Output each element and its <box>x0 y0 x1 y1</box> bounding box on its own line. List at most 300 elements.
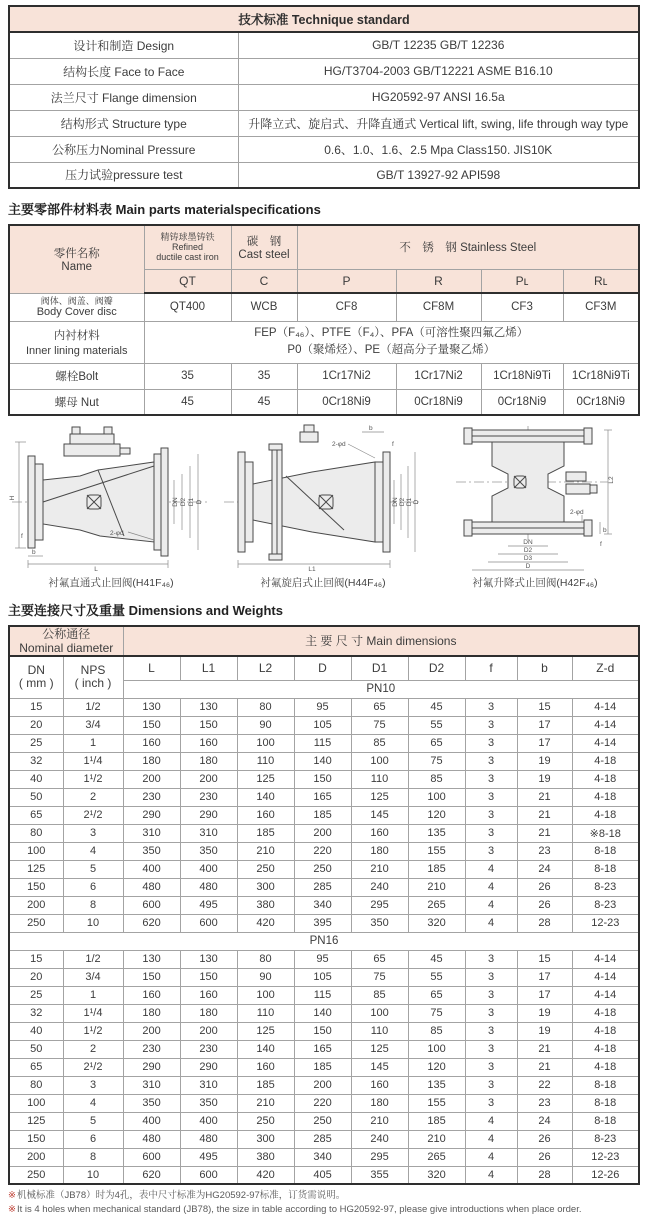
cell: 160 <box>123 986 180 1004</box>
technique-standard-rows <box>9 32 639 188</box>
cell: 15 <box>9 950 63 968</box>
cell: 125 <box>237 770 294 788</box>
cell: 110 <box>237 752 294 770</box>
table-row <box>9 389 639 415</box>
cell: 2¹/2 <box>63 806 123 824</box>
cell-lining-materials: FEP（F₄₆）、PTFE（F₄）、PFA（可溶性聚四氟乙烯） P0（聚烯烃）、PE（超高分子量聚乙烯） <box>144 321 639 363</box>
cell: 160 <box>180 986 237 1004</box>
col-header-nominal-diameter: 公称通径 Nominal diameter <box>9 626 123 656</box>
cell: 1/2 <box>63 950 123 968</box>
subcol-r: R <box>396 269 481 293</box>
pn10-rows <box>9 698 639 932</box>
cell: 1/2 <box>63 698 123 716</box>
drawing-caption: 衬氟升降式止回阀(H42F₄₆) <box>472 577 598 589</box>
cell: 50 <box>9 788 63 806</box>
dim-label: f <box>392 441 394 448</box>
subcol-p: P <box>297 269 396 293</box>
cell: 320 <box>408 1166 465 1184</box>
table-row <box>9 788 639 806</box>
cell: 1Cr18Ni9Ti <box>563 363 639 389</box>
cell: 5 <box>63 860 123 878</box>
cell: 24 <box>517 1112 572 1130</box>
cell: 180 <box>351 1094 408 1112</box>
cell: 110 <box>351 1022 408 1040</box>
table-row <box>9 986 639 1004</box>
cell: 85 <box>408 1022 465 1040</box>
cell: 250 <box>237 1112 294 1130</box>
cell: 180 <box>180 1004 237 1022</box>
cell: 4-14 <box>572 698 639 716</box>
cell: 21 <box>517 806 572 824</box>
col-header-l2: L2 <box>237 656 294 680</box>
cell: 210 <box>237 1094 294 1112</box>
cell: 620 <box>123 1166 180 1184</box>
cell: 10 <box>63 1166 123 1184</box>
cell: 3 <box>465 1040 517 1058</box>
cell: 26 <box>517 1130 572 1148</box>
cell: HG/T3704-2003 GB/T12221 ASME B16.10 <box>238 58 639 84</box>
cell: 210 <box>237 842 294 860</box>
cell: 2 <box>63 1040 123 1058</box>
cell: 3 <box>465 968 517 986</box>
cell: 8-18 <box>572 842 639 860</box>
cell: 20 <box>9 968 63 986</box>
cell: 495 <box>180 1148 237 1166</box>
dim-label: 2-φd <box>570 509 584 516</box>
cell: 300 <box>237 1130 294 1148</box>
cell: 350 <box>180 842 237 860</box>
cell: CF3 <box>481 293 563 321</box>
table-row <box>9 878 639 896</box>
cell: 1Cr18Ni9Ti <box>481 363 563 389</box>
cell: HG20592-97 ANSI 16.5a <box>238 84 639 110</box>
cell: 125 <box>351 788 408 806</box>
footnote-zh: ※机械标准（JB78）时为4孔，表中尺寸标准为HG20592-97标准，订货需说明。 <box>8 1190 346 1201</box>
dim-label: L2 <box>608 476 615 484</box>
cell: 4 <box>465 860 517 878</box>
subcol-pl: Pʟ <box>481 269 563 293</box>
cell: 4-18 <box>572 1058 639 1076</box>
cell: CF3M <box>563 293 639 321</box>
cell: 21 <box>517 1058 572 1076</box>
cell: 4 <box>63 842 123 860</box>
cell: 17 <box>517 986 572 1004</box>
cell: 3 <box>465 842 517 860</box>
row-header-body: 阀体、阀盖、阀瓣 Body Cover disc <box>9 293 144 321</box>
cell: 350 <box>123 1094 180 1112</box>
cell: 75 <box>408 1004 465 1022</box>
cell: 0Cr18Ni9 <box>563 389 639 415</box>
cell: 290 <box>180 1058 237 1076</box>
cell: 6 <box>63 878 123 896</box>
cell: 3 <box>465 734 517 752</box>
cell: 210 <box>351 860 408 878</box>
cell: 4 <box>465 878 517 896</box>
cell: GB/T 12235 GB/T 12236 <box>238 32 639 58</box>
cell: 290 <box>123 1058 180 1076</box>
dim-label: b <box>32 549 36 556</box>
cell: 26 <box>517 878 572 896</box>
cell: 0Cr18Ni9 <box>396 389 481 415</box>
cell: 295 <box>351 1148 408 1166</box>
cell: CF8 <box>297 293 396 321</box>
cell: 设计和制造 Design <box>9 32 238 58</box>
cell: CF8M <box>396 293 481 321</box>
dim-label: DN <box>523 539 533 546</box>
cell: 85 <box>351 734 408 752</box>
cell: 265 <box>408 1148 465 1166</box>
cell: 200 <box>9 1148 63 1166</box>
cell: 310 <box>123 824 180 842</box>
pn16-rows <box>9 950 639 1184</box>
cell: 3 <box>465 986 517 1004</box>
cell: 3 <box>465 752 517 770</box>
technique-standard-title: 技术标准 Technique standard <box>9 6 639 32</box>
cell: 3/4 <box>63 968 123 986</box>
cell: 130 <box>180 698 237 716</box>
cell: 4-14 <box>572 950 639 968</box>
cell: 250 <box>294 1112 351 1130</box>
cell: 285 <box>294 1130 351 1148</box>
cell: 4 <box>465 1148 517 1166</box>
cell: 80 <box>237 950 294 968</box>
table-row <box>9 1022 639 1040</box>
cell: 4-18 <box>572 788 639 806</box>
cell: 65 <box>9 806 63 824</box>
table-row <box>9 1076 639 1094</box>
cell: 145 <box>351 1058 408 1076</box>
cell: 32 <box>9 752 63 770</box>
cell: 80 <box>9 1076 63 1094</box>
cell: 200 <box>180 1022 237 1040</box>
cell: 230 <box>123 1040 180 1058</box>
valve-drawing-swing <box>220 422 426 572</box>
cell: 100 <box>408 1040 465 1058</box>
cell: 125 <box>351 1040 408 1058</box>
cell: 结构长度 Face to Face <box>9 58 238 84</box>
dim-label: D2 <box>523 547 533 554</box>
cell: 5 <box>63 1112 123 1130</box>
table-row <box>9 1004 639 1022</box>
table-row <box>9 1040 639 1058</box>
cell: 155 <box>408 842 465 860</box>
cell: 400 <box>180 1112 237 1130</box>
cell: 125 <box>237 1022 294 1040</box>
dim-label: D2 <box>399 497 406 507</box>
cell: 4-18 <box>572 1040 639 1058</box>
cell: 165 <box>294 788 351 806</box>
table-row <box>9 770 639 788</box>
cell: 8-23 <box>572 896 639 914</box>
cell: 95 <box>294 698 351 716</box>
cell: 75 <box>408 752 465 770</box>
table-row <box>9 84 639 110</box>
cell: 80 <box>237 698 294 716</box>
cell: 400 <box>123 860 180 878</box>
cell: 1¹/2 <box>63 770 123 788</box>
cell: 295 <box>351 896 408 914</box>
cell: 210 <box>351 1112 408 1130</box>
cell: 140 <box>237 1040 294 1058</box>
col-header-name <box>9 225 144 293</box>
table-row <box>9 1058 639 1076</box>
cell: 3 <box>465 1076 517 1094</box>
cell: 85 <box>408 770 465 788</box>
subcol-c: C <box>231 269 297 293</box>
cell: 100 <box>237 986 294 1004</box>
drawing-caption: 衬氟旋启式止回阀(H44F₄₆) <box>260 577 386 589</box>
cell: 400 <box>123 1112 180 1130</box>
pn16-section-header: PN16 <box>9 932 639 950</box>
cell: 350 <box>180 1094 237 1112</box>
dim-label: D1 <box>406 497 413 507</box>
cell: 480 <box>123 1130 180 1148</box>
cell: 200 <box>123 1022 180 1040</box>
cell: 40 <box>9 1022 63 1040</box>
cell: 150 <box>9 878 63 896</box>
table-row <box>9 162 639 188</box>
cell: 350 <box>123 842 180 860</box>
dim-label: D <box>525 563 531 570</box>
cell: 3 <box>465 716 517 734</box>
footnotes <box>8 1189 638 1217</box>
cell: 8-23 <box>572 878 639 896</box>
cell: 310 <box>123 1076 180 1094</box>
cell: 135 <box>408 824 465 842</box>
name-header-zh: 零件名称 <box>53 248 100 261</box>
materials-simple-rows <box>9 363 639 415</box>
cell: 4-18 <box>572 752 639 770</box>
cell: 26 <box>517 1148 572 1166</box>
name-header-en: Name <box>61 261 93 274</box>
cell: 0.6、1.0、1.6、2.5 Mpa Class150. JIS10K <box>238 136 639 162</box>
col-header-f: f <box>465 656 517 680</box>
cell: 285 <box>294 878 351 896</box>
cell: 150 <box>294 1022 351 1040</box>
cell: 340 <box>294 896 351 914</box>
cell: 28 <box>517 914 572 932</box>
cell: 160 <box>237 1058 294 1076</box>
cell: 螺母 Nut <box>9 389 144 415</box>
cell: 40 <box>9 770 63 788</box>
cell: 480 <box>180 1130 237 1148</box>
cell: 23 <box>517 842 572 860</box>
cell: 4-18 <box>572 1004 639 1022</box>
cell: 200 <box>294 824 351 842</box>
cell: 55 <box>408 968 465 986</box>
dim-label: L1 <box>308 566 316 572</box>
table-row <box>9 1148 639 1166</box>
table-row <box>9 1130 639 1148</box>
dim-label: 2-φd <box>110 530 124 537</box>
cell: 2 <box>63 788 123 806</box>
cell: 100 <box>351 1004 408 1022</box>
col-header-b: b <box>517 656 572 680</box>
cell: 380 <box>237 1148 294 1166</box>
table-row <box>9 734 639 752</box>
materials-table <box>8 224 640 416</box>
cell: 160 <box>351 824 408 842</box>
cell: 95 <box>294 950 351 968</box>
cell: 3 <box>465 698 517 716</box>
cell: 100 <box>237 734 294 752</box>
cell: 355 <box>351 1166 408 1184</box>
cell: 200 <box>180 770 237 788</box>
cell: 8-18 <box>572 1112 639 1130</box>
cell: 17 <box>517 716 572 734</box>
cell: 160 <box>351 1076 408 1094</box>
cell: 180 <box>180 752 237 770</box>
cell: 25 <box>9 986 63 1004</box>
cell: 100 <box>9 1094 63 1112</box>
cell: 螺栓Bolt <box>9 363 144 389</box>
cell: QT400 <box>144 293 231 321</box>
dim-label: D3 <box>523 555 533 562</box>
cell: 25 <box>9 734 63 752</box>
cell: 8-18 <box>572 1076 639 1094</box>
cell: 145 <box>351 806 408 824</box>
cell: 4 <box>465 1112 517 1130</box>
cell: 140 <box>294 752 351 770</box>
cell: 19 <box>517 752 572 770</box>
dim-label: H <box>9 495 16 501</box>
cell: 380 <box>237 896 294 914</box>
cell: 4 <box>465 1130 517 1148</box>
dim-label: f <box>21 533 23 540</box>
materials-section-title: 主要零部件材料表 Main parts materialspecifications <box>8 202 321 217</box>
cell: 3/4 <box>63 716 123 734</box>
footnote-en: ※It is 4 holes when mechanical standard (JB78), the size in table according to HG20592-97, please give introductions when place order. <box>8 1204 582 1215</box>
cell: 12-23 <box>572 914 639 932</box>
cell: 3 <box>465 1058 517 1076</box>
col-header-l1: L1 <box>180 656 237 680</box>
valve-drawings <box>8 422 638 590</box>
dimensions-section-title: 主要连接尺寸及重量 Dimensions and Weights <box>8 603 283 618</box>
cell: 45 <box>144 389 231 415</box>
table-row <box>9 932 639 950</box>
cell: 3 <box>63 1076 123 1094</box>
cell: 310 <box>180 824 237 842</box>
cell: 19 <box>517 1022 572 1040</box>
cell: 3 <box>465 770 517 788</box>
table-row <box>9 698 639 716</box>
cell: 90 <box>237 968 294 986</box>
table-row <box>9 136 639 162</box>
cell: 165 <box>294 1040 351 1058</box>
dim-label: L <box>94 566 98 572</box>
table-row <box>9 363 639 389</box>
cell: 185 <box>408 860 465 878</box>
cell: 110 <box>351 770 408 788</box>
cell: 4 <box>465 896 517 914</box>
cell: 3 <box>465 806 517 824</box>
cell: 4-18 <box>572 806 639 824</box>
cell: 420 <box>237 914 294 932</box>
cell: 6 <box>63 1130 123 1148</box>
cell: 210 <box>408 878 465 896</box>
cell: GB/T 13927-92 API598 <box>238 162 639 188</box>
col-header-stainless: 不 锈 钢 Stainless Steel <box>297 225 639 269</box>
cell: 130 <box>123 950 180 968</box>
cell: 180 <box>123 1004 180 1022</box>
drawing-h44 <box>220 422 426 590</box>
cell: 405 <box>294 1166 351 1184</box>
table-row <box>9 860 639 878</box>
cell: 185 <box>237 1076 294 1094</box>
cell: 3 <box>465 824 517 842</box>
cell: 4 <box>63 1094 123 1112</box>
cell: 185 <box>408 1112 465 1130</box>
cell: 210 <box>408 1130 465 1148</box>
table-row <box>9 32 639 58</box>
cell: 65 <box>408 734 465 752</box>
cell: 65 <box>408 986 465 1004</box>
cell: 150 <box>294 770 351 788</box>
cell: 12-23 <box>572 1148 639 1166</box>
col-header-ductile-iron: 精铸球墨铸铁 Refined ductile cast iron <box>144 225 231 269</box>
cell: 300 <box>237 878 294 896</box>
cell: 250 <box>237 860 294 878</box>
drawing-h42 <box>432 422 638 590</box>
table-row <box>9 321 639 363</box>
technique-standard-table <box>8 5 640 189</box>
cell: 1Cr17Ni2 <box>297 363 396 389</box>
dim-label: f <box>600 541 602 548</box>
cell: 65 <box>9 1058 63 1076</box>
cell: 310 <box>180 1076 237 1094</box>
cell: 19 <box>517 770 572 788</box>
cell: 8-23 <box>572 1130 639 1148</box>
cell: 17 <box>517 734 572 752</box>
cell: 8-18 <box>572 860 639 878</box>
pn10-section-header: PN10 <box>123 680 639 698</box>
cell: 105 <box>294 968 351 986</box>
cell: 3 <box>465 788 517 806</box>
cell: 28 <box>517 1166 572 1184</box>
cell: 120 <box>408 806 465 824</box>
cell: 法兰尺寸 Flange dimension <box>9 84 238 110</box>
cell: 250 <box>9 914 63 932</box>
cell: 150 <box>123 716 180 734</box>
subcol-rl: Rʟ <box>563 269 639 293</box>
cell: 85 <box>351 986 408 1004</box>
cell: 600 <box>123 896 180 914</box>
cell: 185 <box>237 824 294 842</box>
cell: 100 <box>408 788 465 806</box>
cell: 130 <box>180 950 237 968</box>
cell: 15 <box>517 698 572 716</box>
cell: 公称压力Nominal Pressure <box>9 136 238 162</box>
row-header-lining: 内衬材料 Inner lining materials <box>9 321 144 363</box>
cell: 220 <box>294 1094 351 1112</box>
cell: 185 <box>294 1058 351 1076</box>
table-row <box>9 950 639 968</box>
cell: 495 <box>180 896 237 914</box>
cell: 8 <box>63 1148 123 1166</box>
cell: 350 <box>351 914 408 932</box>
cell: 200 <box>294 1076 351 1094</box>
cell: 55 <box>408 716 465 734</box>
table-row <box>9 716 639 734</box>
cell: 340 <box>294 1148 351 1166</box>
dim-label: DN <box>392 497 399 507</box>
cell: 4-14 <box>572 986 639 1004</box>
cell: 35 <box>231 363 297 389</box>
cell: 420 <box>237 1166 294 1184</box>
cell: 75 <box>351 716 408 734</box>
cell: 150 <box>180 968 237 986</box>
cell: 4-14 <box>572 716 639 734</box>
